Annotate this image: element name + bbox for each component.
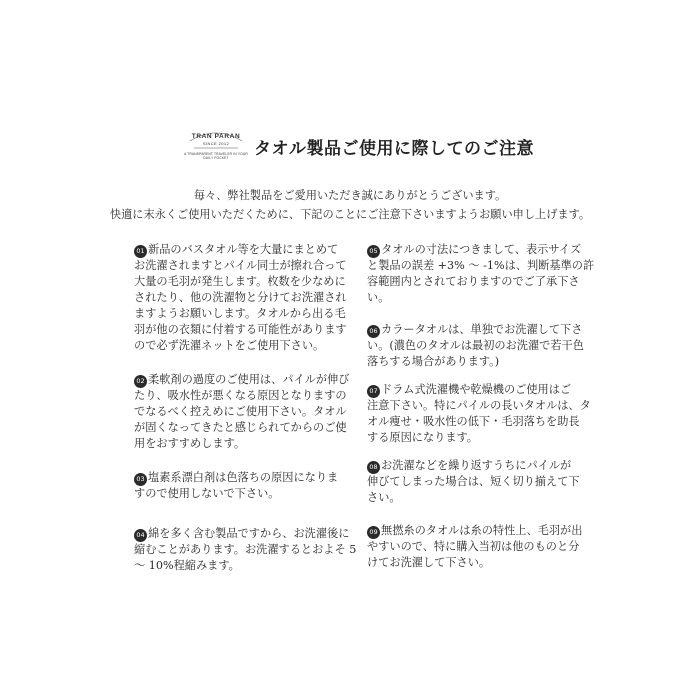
- notice-line: すので使用しないで下さい。: [134, 487, 280, 500]
- notice-line: 容範囲内とされておりますのでご了承下さ: [367, 275, 580, 288]
- notice-line: ので必ず洗濯ネットをご使用下さい。: [134, 339, 325, 352]
- notice-line: さい。: [367, 491, 401, 504]
- notice-line: 塩素系漂白剤は色落ちの原因になりま: [148, 471, 339, 484]
- notice-line: 綿を多く含む製品ですから、お洗濯後に: [148, 527, 350, 540]
- notice-item-04: [134, 526, 372, 574]
- notice-item-09: [367, 523, 605, 571]
- notice-line: が固くなってきたと感じられてからのご使: [134, 421, 347, 434]
- notice-item-03: [134, 470, 372, 502]
- notice-line: カラータオルは、単独でお洗濯して下さ: [381, 323, 583, 336]
- logo-tagline-text: A TRANSPARENT TRAVELER IN YOUR DAILY POCKET: [184, 152, 248, 160]
- notice-line: ～ 10%程縮みます。: [134, 559, 240, 572]
- number-badge-icon: 06: [367, 325, 380, 338]
- notice-line: 大量の毛羽が発生します。枚数を少なめに: [134, 275, 346, 288]
- number-badge-icon: 08: [367, 461, 380, 474]
- number-badge-icon: 04: [134, 529, 147, 542]
- logo-brand-text: TRAN PARAN: [191, 133, 241, 140]
- notice-line: 柔軟剤の過度のご使用は、パイルが伸び: [148, 373, 350, 386]
- notice-line: 落ちする場合があります。): [367, 355, 500, 368]
- number-badge-icon: 03: [134, 473, 147, 486]
- notice-item-06: [367, 322, 605, 370]
- notice-line: ドラム式洗濯機や乾燥機のご使用はご: [381, 383, 572, 396]
- notice-line: 用をおすすめします。: [134, 437, 246, 450]
- notice-line: お洗濯されますとパイル同士が擦れ合って: [134, 259, 347, 272]
- notice-line: されたり、他の洗濯物と分けてお洗濯され: [134, 291, 347, 304]
- notice-line: する原因になります。: [367, 431, 478, 444]
- notice-line: お洗濯などを繰り返すうちにパイルが: [381, 459, 572, 472]
- notice-line: 注意下さい。特にパイルの長いタオルは、タ: [367, 399, 591, 412]
- notice-line: ますようお願いします。タオルから出る毛: [134, 307, 346, 320]
- number-badge-icon: 07: [367, 385, 380, 398]
- intro-line: 快適に末永くご使用いただくために、下記のことにご注意下さいますようお願い申し上げます。: [109, 208, 591, 221]
- header: [0, 128, 700, 164]
- intro-line: 毎々、弊社製品をご愛用いただき誠にありがとうございます。: [193, 189, 507, 202]
- notice-line: と製品の誤差 +3% ～ -1%は、判断基準の許: [367, 259, 595, 272]
- notice-line: 縮むことがあります。お洗濯するとおよそ 5: [134, 543, 357, 556]
- notice-line: でなるべく控えめにご使用下さい。タオル: [134, 405, 347, 418]
- notice-item-08: [367, 458, 605, 506]
- notice-line: たり、吸水性が悪くなる原因となりますの: [134, 389, 347, 402]
- notice-item-02: [134, 372, 372, 452]
- notice-item-07: [367, 382, 605, 446]
- notice-line: い。(濃色のタオルは最初のお洗濯で若干色: [367, 339, 584, 352]
- notice-line: 新品のバスタオル等を大量にまとめて: [148, 243, 339, 256]
- logo-since-text: SINCE 2012: [202, 141, 230, 146]
- notice-line: けてお洗濯して下さい。: [367, 556, 491, 569]
- notice-line: やすいので、特に購入当初は他のものと分: [367, 540, 580, 553]
- notice-line: タオルの寸法につきまして、表示サイズ: [381, 243, 582, 256]
- number-badge-icon: 09: [367, 526, 380, 539]
- notice-line: い。: [367, 291, 390, 304]
- brand-logo: [184, 128, 248, 164]
- notice-line: 無撚糸のタオルは糸の特性上、毛羽が出: [381, 524, 583, 537]
- intro-text: [0, 186, 700, 224]
- notice-item-05: [367, 242, 605, 306]
- notice-line: 羽が他の衣類に付着する可能性があります: [134, 323, 347, 336]
- notice-line: オル痩せ・吸水性の低下・毛羽落ちを助長: [367, 415, 580, 428]
- number-badge-icon: 05: [367, 245, 380, 258]
- notice-line: 伸びてしまった場合は、短く切り揃えて下: [367, 475, 580, 488]
- number-badge-icon: 01: [134, 245, 147, 258]
- notice-item-01: [134, 242, 372, 354]
- page-title: タオル製品ご使用に際してのご注意: [254, 139, 534, 159]
- number-badge-icon: 02: [134, 375, 147, 388]
